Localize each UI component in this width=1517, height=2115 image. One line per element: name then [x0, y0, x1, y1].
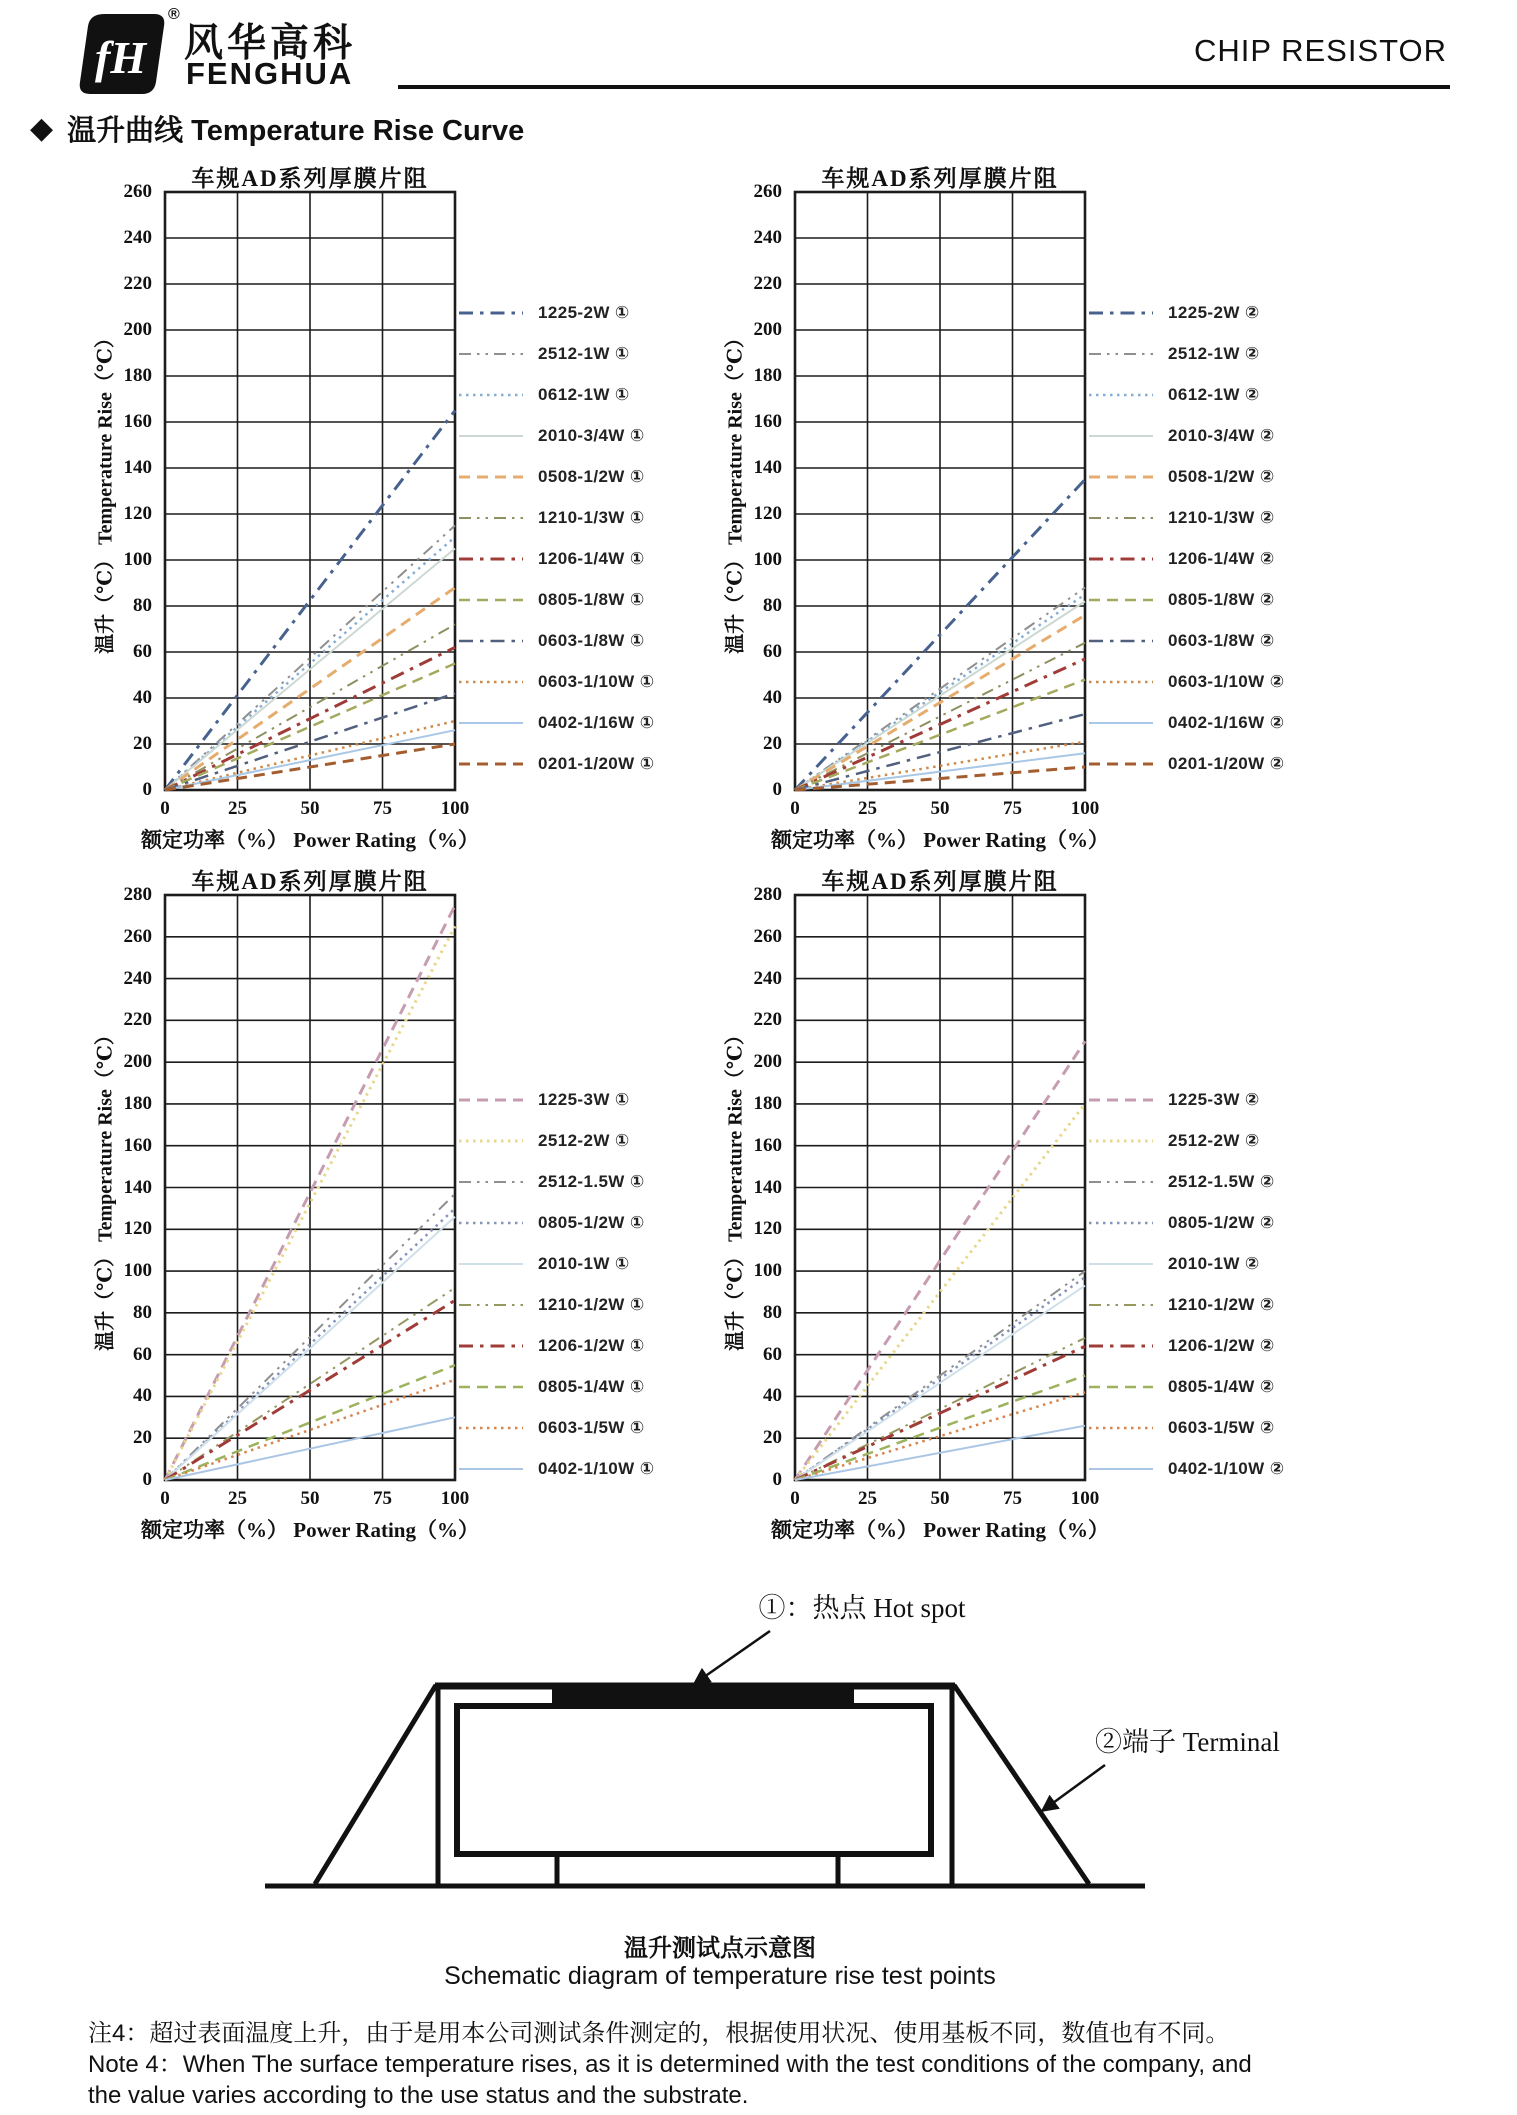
y-axis-tick: 140 [753, 457, 782, 478]
legend-item [1088, 1366, 1275, 1407]
y-axis-tick: 160 [753, 1134, 782, 1156]
x-axis-tick: 100 [1070, 1488, 1100, 1509]
legend-line-sample [1088, 595, 1154, 605]
y-axis-tick: 100 [123, 1260, 152, 1282]
legend-line-sample [458, 677, 524, 687]
y-axis-tick: 240 [123, 967, 152, 989]
legend-label: 1225-2W ① [538, 302, 630, 322]
legend-label: 2512-1.5W ② [1168, 1171, 1275, 1191]
legend-label: 1210-1/2W ② [1168, 1294, 1275, 1314]
legend-line-sample [1088, 1218, 1154, 1228]
legend-item [458, 292, 630, 333]
legend-line-sample [458, 1177, 524, 1187]
legend-item [1088, 702, 1285, 743]
x-axis-tick: 50 [300, 798, 320, 819]
legend-line-sample [458, 431, 524, 441]
y-axis-tick: 160 [123, 411, 152, 432]
legend-line-sample [1088, 1095, 1154, 1105]
legend-item [458, 1407, 645, 1448]
y-axis-tick: 120 [123, 503, 152, 524]
legend-line-sample [1088, 1136, 1154, 1146]
legend-label: 0603-1/5W ① [538, 1417, 645, 1437]
legend-label: 0508-1/2W ② [1168, 466, 1275, 486]
y-axis-tick: 160 [123, 1134, 152, 1156]
legend-item [458, 374, 630, 415]
x-axis-tick: 50 [930, 1488, 950, 1509]
x-axis-tick: 100 [1070, 798, 1100, 819]
legend-label: 1210-1/3W ① [538, 507, 645, 527]
note-block [88, 2018, 1468, 2111]
legend-label: 2512-2W ② [1168, 1130, 1260, 1150]
y-axis-tick: 60 [133, 641, 152, 662]
x-axis-label: 额定功率（%） Power Rating（%） [141, 828, 479, 852]
y-axis-tick: 120 [123, 1218, 152, 1240]
legend-line-sample [458, 513, 524, 523]
y-axis-tick: 220 [753, 1009, 782, 1031]
legend-line-sample [1088, 349, 1154, 359]
legend-line-sample [1088, 1300, 1154, 1310]
legend-label: 0402-1/16W ① [538, 712, 655, 732]
inner-body-rect [457, 1706, 931, 1854]
y-axis-label: 温升（℃） Temperature Rise（℃） [94, 328, 117, 654]
hot-spot-label: ①：热点 Hot spot [758, 1593, 966, 1623]
plot-svg [165, 192, 455, 790]
chart-title: 车规AD系列厚膜片阻 [821, 166, 1059, 191]
y-axis-tick: 260 [123, 925, 152, 947]
legend-label: 2010-1W ② [1168, 1253, 1260, 1273]
y-axis-tick: 180 [123, 1092, 152, 1114]
legend-line-sample [1088, 1382, 1154, 1392]
y-axis-tick: 180 [753, 1092, 782, 1114]
y-axis-tick: 40 [133, 1385, 152, 1407]
y-axis-tick: 180 [753, 365, 782, 386]
legend-item [1088, 1243, 1260, 1284]
x-axis-tick: 0 [160, 1488, 170, 1509]
legend-item [458, 743, 655, 784]
legend-line-sample [1088, 1177, 1154, 1187]
y-axis-tick: 280 [753, 884, 782, 905]
x-axis-tick: 50 [300, 1488, 320, 1509]
legend-label: 0201-1/20W ② [1168, 753, 1285, 773]
legend-line-sample [1088, 677, 1154, 687]
legend-label: 1210-1/3W ② [1168, 507, 1275, 527]
legend-item [1088, 374, 1260, 415]
legend-line-sample [458, 1218, 524, 1228]
legend-item [458, 1243, 630, 1284]
y-axis-tick: 240 [123, 227, 152, 248]
legend-label: 0805-1/2W ① [538, 1212, 645, 1232]
legend-item [458, 538, 645, 579]
y-axis-tick: 100 [123, 549, 152, 570]
legend-item [1088, 661, 1285, 702]
legend-label: 1210-1/2W ① [538, 1294, 645, 1314]
legend-label: 0603-1/8W ② [1168, 630, 1275, 650]
test-point-schematic [180, 1565, 1430, 1915]
y-axis-tick: 140 [753, 1176, 782, 1198]
legend-item [1088, 292, 1260, 333]
x-axis-tick: 0 [790, 798, 800, 819]
doc-title: CHIP RESISTOR [1193, 33, 1447, 68]
legend-item [458, 1284, 645, 1325]
legend-label: 0612-1W ① [538, 384, 630, 404]
legend-label: 0805-1/4W ② [1168, 1376, 1275, 1396]
legend-item [458, 1079, 630, 1120]
legend-item [458, 1366, 645, 1407]
legend-line-sample [458, 1259, 524, 1269]
y-axis-tick: 120 [753, 503, 782, 524]
y-axis-tick: 260 [753, 925, 782, 947]
x-axis-label: 额定功率（%） Power Rating（%） [771, 828, 1109, 852]
left-terminal-slant [315, 1685, 436, 1884]
legend-line-sample [1088, 1341, 1154, 1351]
y-axis-tick: 80 [133, 1301, 152, 1323]
y-axis-tick: 140 [123, 457, 152, 478]
y-axis-tick: 220 [123, 1009, 152, 1031]
legend-line-sample [458, 1464, 524, 1474]
legend-label: 1206-1/4W ① [538, 548, 645, 568]
x-axis-tick: 25 [858, 798, 877, 819]
legend-label: 1225-2W ② [1168, 302, 1260, 322]
y-axis-tick: 140 [123, 1176, 152, 1198]
legend-line-sample [1088, 636, 1154, 646]
note-line-en2: the value varies according to the use status and the substrate. [88, 2082, 749, 2109]
legend-label: 0603-1/10W ① [538, 671, 655, 691]
x-axis-label: 额定功率（%） Power Rating（%） [141, 1518, 479, 1542]
x-axis-tick: 25 [858, 1488, 877, 1509]
legend-line-sample [1088, 472, 1154, 482]
plot-svg [795, 192, 1085, 790]
legend-item [458, 1120, 630, 1161]
legend-item [458, 1202, 645, 1243]
legend-item [458, 333, 630, 374]
legend-label: 0612-1W ② [1168, 384, 1260, 404]
note-line-en1: Note 4：When The surface temperature rises, as it is determined with the test conditions of the company, and [88, 2051, 1252, 2078]
legend-item [1088, 456, 1275, 497]
legend-label: 0805-1/4W ① [538, 1376, 645, 1396]
y-axis-tick: 0 [772, 779, 782, 800]
svg-text:fH: fH [95, 32, 147, 83]
x-axis-tick: 100 [440, 1488, 470, 1509]
y-axis-tick: 240 [753, 227, 782, 248]
legend-item [1088, 1325, 1275, 1366]
y-axis-tick: 80 [133, 595, 152, 616]
legend-line-sample [1088, 390, 1154, 400]
legend-label: 0603-1/10W ② [1168, 671, 1285, 691]
y-axis-tick: 40 [763, 1385, 782, 1407]
legend-line-sample [458, 636, 524, 646]
terminal-arrow [1042, 1765, 1105, 1811]
chart-title: 车规AD系列厚膜片阻 [191, 166, 429, 191]
legend-item [1088, 1284, 1275, 1325]
legend-line-sample [458, 390, 524, 400]
legend-line-sample [458, 554, 524, 564]
terminal-label: ②端子 Terminal [1095, 1727, 1280, 1757]
y-axis-label: 温升（℃） Temperature Rise（℃） [724, 328, 747, 654]
legend-item [458, 1161, 645, 1202]
y-axis-tick: 200 [123, 1051, 152, 1073]
legend-item [1088, 743, 1285, 784]
x-axis-tick: 75 [1003, 1488, 1022, 1509]
x-axis-tick: 25 [228, 798, 247, 819]
y-axis-tick: 60 [133, 1343, 152, 1365]
legend-item [1088, 1079, 1260, 1120]
y-axis-tick: 20 [763, 1427, 782, 1449]
legend-line-sample [1088, 513, 1154, 523]
legend-label: 0201-1/20W ① [538, 753, 655, 773]
legend-item [458, 661, 655, 702]
y-axis-tick: 0 [142, 779, 152, 800]
legend-item [458, 620, 645, 661]
y-axis-tick: 200 [123, 319, 152, 340]
schematic-caption-en: Schematic diagram of temperature rise test points [444, 1962, 996, 1990]
legend-label: 0402-1/10W ① [538, 1458, 655, 1478]
x-axis-tick: 75 [373, 1488, 392, 1509]
y-axis-tick: 20 [133, 1427, 152, 1449]
y-axis-tick: 160 [753, 411, 782, 432]
registered-trademark: ® [168, 6, 180, 23]
legend-label: 0402-1/16W ② [1168, 712, 1285, 732]
legend-item [1088, 1120, 1260, 1161]
y-axis-tick: 80 [763, 1301, 782, 1323]
schematic-caption-cn: 温升测试点示意图 [624, 1935, 816, 1962]
legend-item [458, 579, 645, 620]
legend-item [458, 497, 645, 538]
legend-label: 1225-3W ② [1168, 1089, 1260, 1109]
legend-line-sample [1088, 1259, 1154, 1269]
x-axis-tick: 75 [1003, 798, 1022, 819]
y-axis-tick: 60 [763, 1343, 782, 1365]
legend-item [1088, 1448, 1285, 1489]
legend-item [1088, 1202, 1275, 1243]
plot-svg [795, 895, 1085, 1480]
plot-svg [165, 895, 455, 1480]
y-axis-tick: 100 [753, 549, 782, 570]
legend-item [1088, 538, 1275, 579]
legend-label: 2010-1W ① [538, 1253, 630, 1273]
y-axis-tick: 220 [123, 273, 152, 294]
y-axis-tick: 0 [772, 1469, 782, 1490]
note-line-cn: 注4：超过表面温度上升，由于是用本公司测试条件测定的，根据使用状况、使用基板不同，数值也有不同。 [88, 2020, 1230, 2047]
y-axis-tick: 0 [142, 1469, 152, 1490]
y-axis-tick: 240 [753, 967, 782, 989]
x-axis-tick: 0 [160, 798, 170, 819]
right-terminal-slant [954, 1685, 1089, 1884]
legend-line-sample [458, 349, 524, 359]
legend-label: 2512-2W ① [538, 1130, 630, 1150]
y-axis-tick: 260 [123, 181, 152, 202]
legend-label: 1206-1/2W ② [1168, 1335, 1275, 1355]
x-axis-tick: 0 [790, 1488, 800, 1509]
chart-title: 车规AD系列厚膜片阻 [191, 869, 429, 894]
y-axis-tick: 260 [753, 181, 782, 202]
legend-label: 0805-1/8W ② [1168, 589, 1275, 609]
legend-item [458, 415, 645, 456]
hot-spot-bar [552, 1683, 854, 1704]
legend-label: 2512-1W ② [1168, 343, 1260, 363]
legend-label: 0805-1/2W ② [1168, 1212, 1275, 1232]
y-axis-tick: 220 [753, 273, 782, 294]
legend-line-sample [1088, 431, 1154, 441]
legend-line-sample [1088, 759, 1154, 769]
legend-label: 0603-1/5W ② [1168, 1417, 1275, 1437]
legend-item [1088, 620, 1275, 661]
fenghua-logo-icon [78, 12, 166, 101]
brand-name-cn: 风华高科 [184, 22, 357, 65]
diamond-icon: ◆ [30, 111, 54, 145]
legend-line-sample [458, 759, 524, 769]
y-axis-tick: 40 [133, 687, 152, 708]
y-axis-tick: 60 [763, 641, 782, 662]
legend-label: 0805-1/8W ① [538, 589, 645, 609]
y-axis-tick: 40 [763, 687, 782, 708]
legend-item [1088, 579, 1275, 620]
y-axis-label: 温升（℃） Temperature Rise（℃） [724, 1024, 747, 1351]
legend-label: 2512-1.5W ① [538, 1171, 645, 1191]
legend-line-sample [458, 1423, 524, 1433]
legend-line-sample [1088, 554, 1154, 564]
legend-label: 2512-1W ① [538, 343, 630, 363]
legend-item [1088, 415, 1275, 456]
legend-item [458, 1448, 655, 1489]
legend-line-sample [458, 1095, 524, 1105]
x-axis-tick: 75 [373, 798, 392, 819]
legend-line-sample [458, 1382, 524, 1392]
x-axis-tick: 100 [440, 798, 470, 819]
x-axis-label: 额定功率（%） Power Rating（%） [771, 1518, 1109, 1542]
y-axis-tick: 280 [123, 884, 152, 905]
legend-label: 0603-1/8W ① [538, 630, 645, 650]
y-axis-tick: 80 [763, 595, 782, 616]
y-axis-label: 温升（℃） Temperature Rise（℃） [94, 1024, 117, 1351]
legend-item [1088, 497, 1275, 538]
legend-line-sample [1088, 1464, 1154, 1474]
legend-label: 0508-1/2W ① [538, 466, 645, 486]
legend-item [1088, 333, 1260, 374]
header-rule [398, 85, 1450, 89]
y-axis-tick: 20 [763, 733, 782, 754]
legend-line-sample [458, 472, 524, 482]
chart-title: 车规AD系列厚膜片阻 [821, 869, 1059, 894]
section-title [30, 108, 524, 149]
legend-line-sample [1088, 718, 1154, 728]
legend-item [1088, 1407, 1275, 1448]
y-axis-tick: 180 [123, 365, 152, 386]
brand-name-en: FENGHUA [186, 56, 354, 91]
legend-item [458, 702, 655, 743]
y-axis-tick: 20 [133, 733, 152, 754]
legend-label: 1225-3W ① [538, 1089, 630, 1109]
x-axis-tick: 25 [228, 1488, 247, 1509]
legend-label: 1206-1/2W ① [538, 1335, 645, 1355]
legend-line-sample [1088, 308, 1154, 318]
legend-line-sample [458, 308, 524, 318]
legend-line-sample [458, 595, 524, 605]
legend-item [458, 456, 645, 497]
legend-label: 1206-1/4W ② [1168, 548, 1275, 568]
y-axis-tick: 100 [753, 1260, 782, 1282]
x-axis-tick: 50 [930, 798, 950, 819]
legend-label: 2010-3/4W ② [1168, 425, 1275, 445]
legend-item [1088, 1161, 1275, 1202]
legend-line-sample [458, 718, 524, 728]
legend-line-sample [458, 1341, 524, 1351]
y-axis-tick: 200 [753, 1051, 782, 1073]
legend-line-sample [458, 1300, 524, 1310]
legend-label: 2010-3/4W ① [538, 425, 645, 445]
y-axis-tick: 200 [753, 319, 782, 340]
legend-line-sample [1088, 1423, 1154, 1433]
section-title-text: 温升曲线 Temperature Rise Curve [67, 115, 525, 147]
legend-label: 0402-1/10W ② [1168, 1458, 1285, 1478]
legend-line-sample [458, 1136, 524, 1146]
hot-spot-arrow [694, 1631, 770, 1684]
legend-item [458, 1325, 645, 1366]
y-axis-tick: 120 [753, 1218, 782, 1240]
